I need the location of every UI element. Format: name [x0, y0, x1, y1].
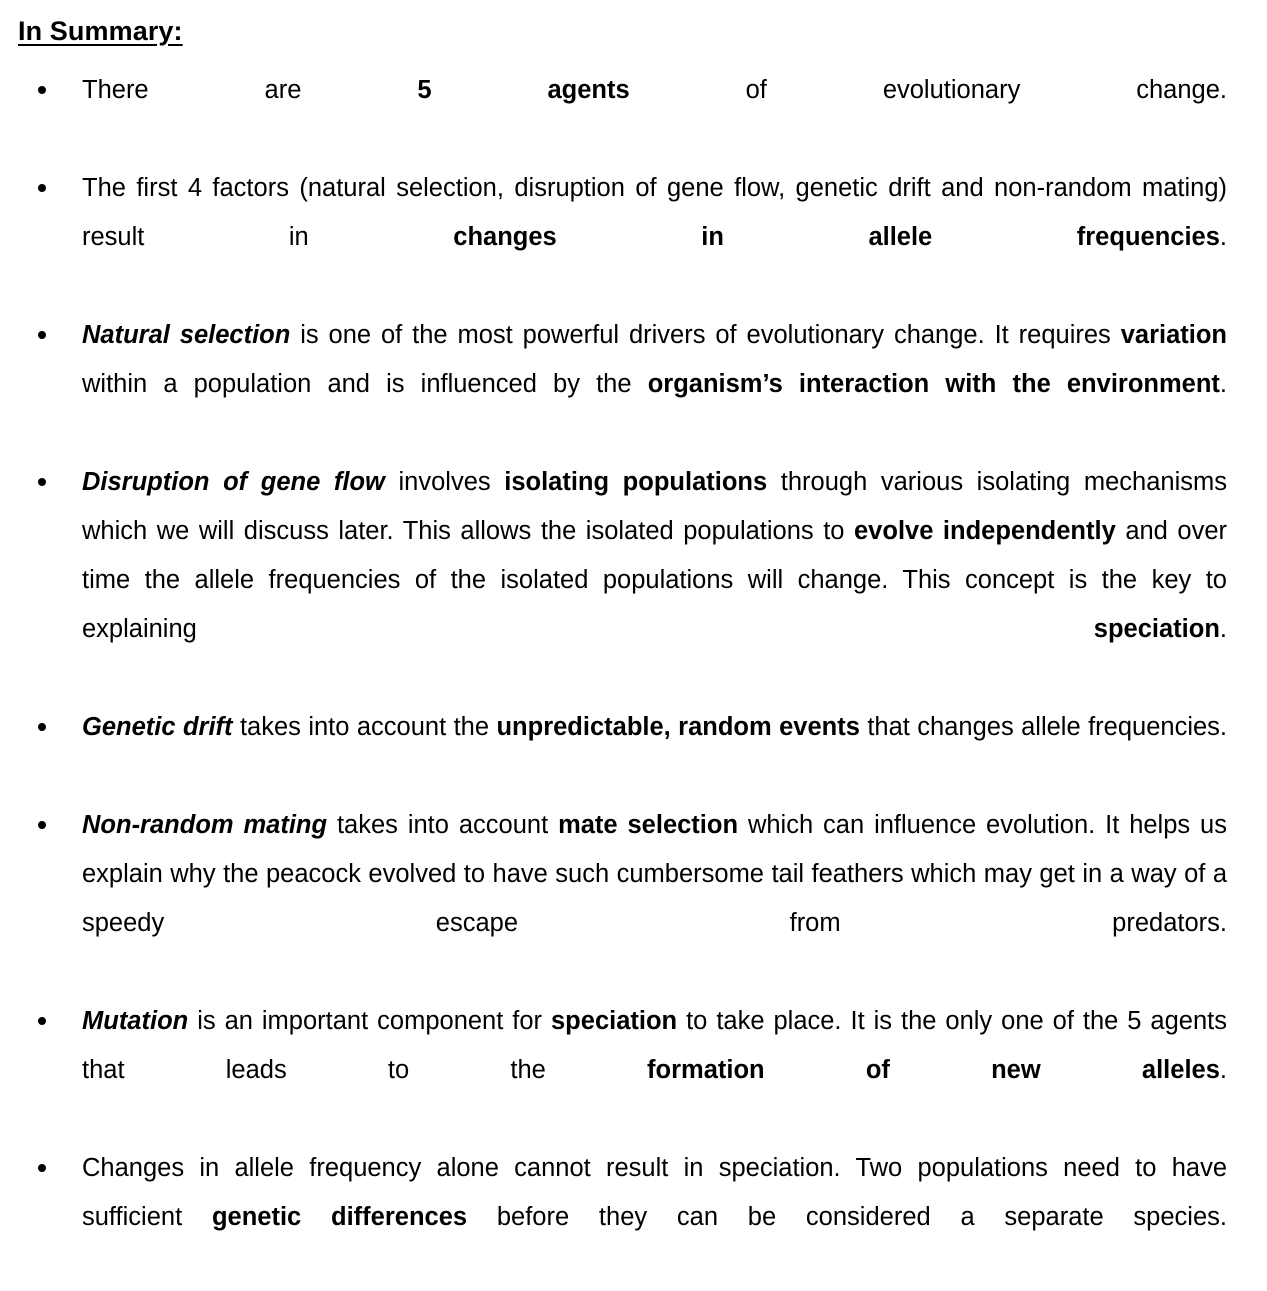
- bullet-point-icon: [38, 801, 50, 850]
- bullet-point-icon: [38, 1144, 50, 1193]
- list-item-text: [82, 458, 1227, 703]
- list-item: [0, 311, 1267, 458]
- text-segment: Disruption of gene flow: [82, 468, 385, 496]
- list-item: [0, 66, 1267, 164]
- text-segment: that changes allele frequencies.: [859, 713, 1227, 741]
- text-segment: speciation: [1093, 615, 1220, 643]
- text-segment: Changes in allele frequency alone cannot result in speciation. Two populations need to have sufficient: [82, 1154, 1227, 1231]
- text-segment: variation: [1120, 321, 1227, 349]
- text-segment: .: [1219, 615, 1227, 643]
- text-segment: isolating populations: [504, 468, 768, 496]
- text-segment: takes into account the: [232, 713, 497, 741]
- list-item-text: [82, 997, 1227, 1144]
- text-segment: before they can be considered a separate species.: [467, 1203, 1227, 1231]
- text-segment: .: [1219, 1056, 1227, 1084]
- bullet-point-icon: [38, 458, 50, 507]
- bullet-point-icon: [38, 311, 50, 360]
- list-item: [0, 703, 1267, 801]
- bullet-point-icon: [38, 164, 50, 213]
- text-segment: of evolutionary change.: [629, 76, 1227, 104]
- list-item: [0, 997, 1267, 1144]
- text-segment: 5 agents: [417, 76, 630, 104]
- text-segment: .: [1219, 223, 1228, 251]
- text-segment: Genetic drift: [82, 713, 233, 741]
- bullet-point-icon: [38, 997, 50, 1046]
- text-segment: to take place. It is the only one of the 5 agents that leads to the: [82, 1007, 1227, 1084]
- text-segment: formation of new alleles: [647, 1056, 1220, 1084]
- text-segment: which can influence evolution. It helps us explain why the peacock evolved to have such cumbersome tail feathers which may get in a way of a speedy escape from predators.: [82, 811, 1227, 937]
- list-item: [0, 164, 1267, 311]
- text-segment: is one of the most powerful drivers of evolutionary change. It requires: [290, 321, 1121, 349]
- list-item-text: [82, 164, 1227, 311]
- bullet-point-icon: [38, 703, 50, 752]
- summary-bullet-list: [0, 66, 1267, 1291]
- text-segment: Mutation: [82, 1007, 189, 1035]
- text-segment: changes in allele frequencies: [453, 223, 1220, 251]
- text-segment: takes into account: [327, 811, 559, 839]
- list-item: [0, 801, 1267, 997]
- list-item: [0, 1144, 1267, 1291]
- text-segment: Natural selection: [82, 321, 291, 349]
- text-segment: The first 4 factors (natural selection, disruption of gene flow, genetic drift and non-random mating) result in: [82, 174, 1227, 251]
- text-segment: genetic differences: [211, 1203, 468, 1231]
- text-segment: unpredictable, random events: [496, 713, 860, 741]
- list-item-text: [82, 66, 1227, 164]
- text-segment: speciation: [551, 1007, 678, 1035]
- text-segment: evolve independently: [854, 517, 1116, 545]
- text-segment: There are: [82, 76, 418, 104]
- text-segment: .: [1219, 370, 1227, 398]
- text-segment: within a population and is influenced by the: [82, 370, 648, 398]
- text-segment: organism’s interaction with the environment: [647, 370, 1220, 398]
- list-item: [0, 458, 1267, 703]
- text-segment: through various isolating mechanisms which we will discuss later. This allows the isolated populations to: [82, 468, 1227, 545]
- list-item-text: [82, 311, 1227, 458]
- text-segment: and over time the allele frequencies of the isolated populations will change. This concept is the key to explaining: [82, 517, 1227, 643]
- text-segment: involves: [384, 468, 505, 496]
- list-item-text: [82, 1144, 1227, 1291]
- text-segment: mate selection: [558, 811, 739, 839]
- bullet-point-icon: [38, 66, 50, 115]
- list-item-text: [82, 801, 1227, 997]
- page-title: In Summary:: [18, 16, 183, 46]
- text-segment: Non-random mating: [82, 811, 328, 839]
- list-item-text: [82, 703, 1227, 801]
- text-segment: is an important component for: [188, 1007, 551, 1035]
